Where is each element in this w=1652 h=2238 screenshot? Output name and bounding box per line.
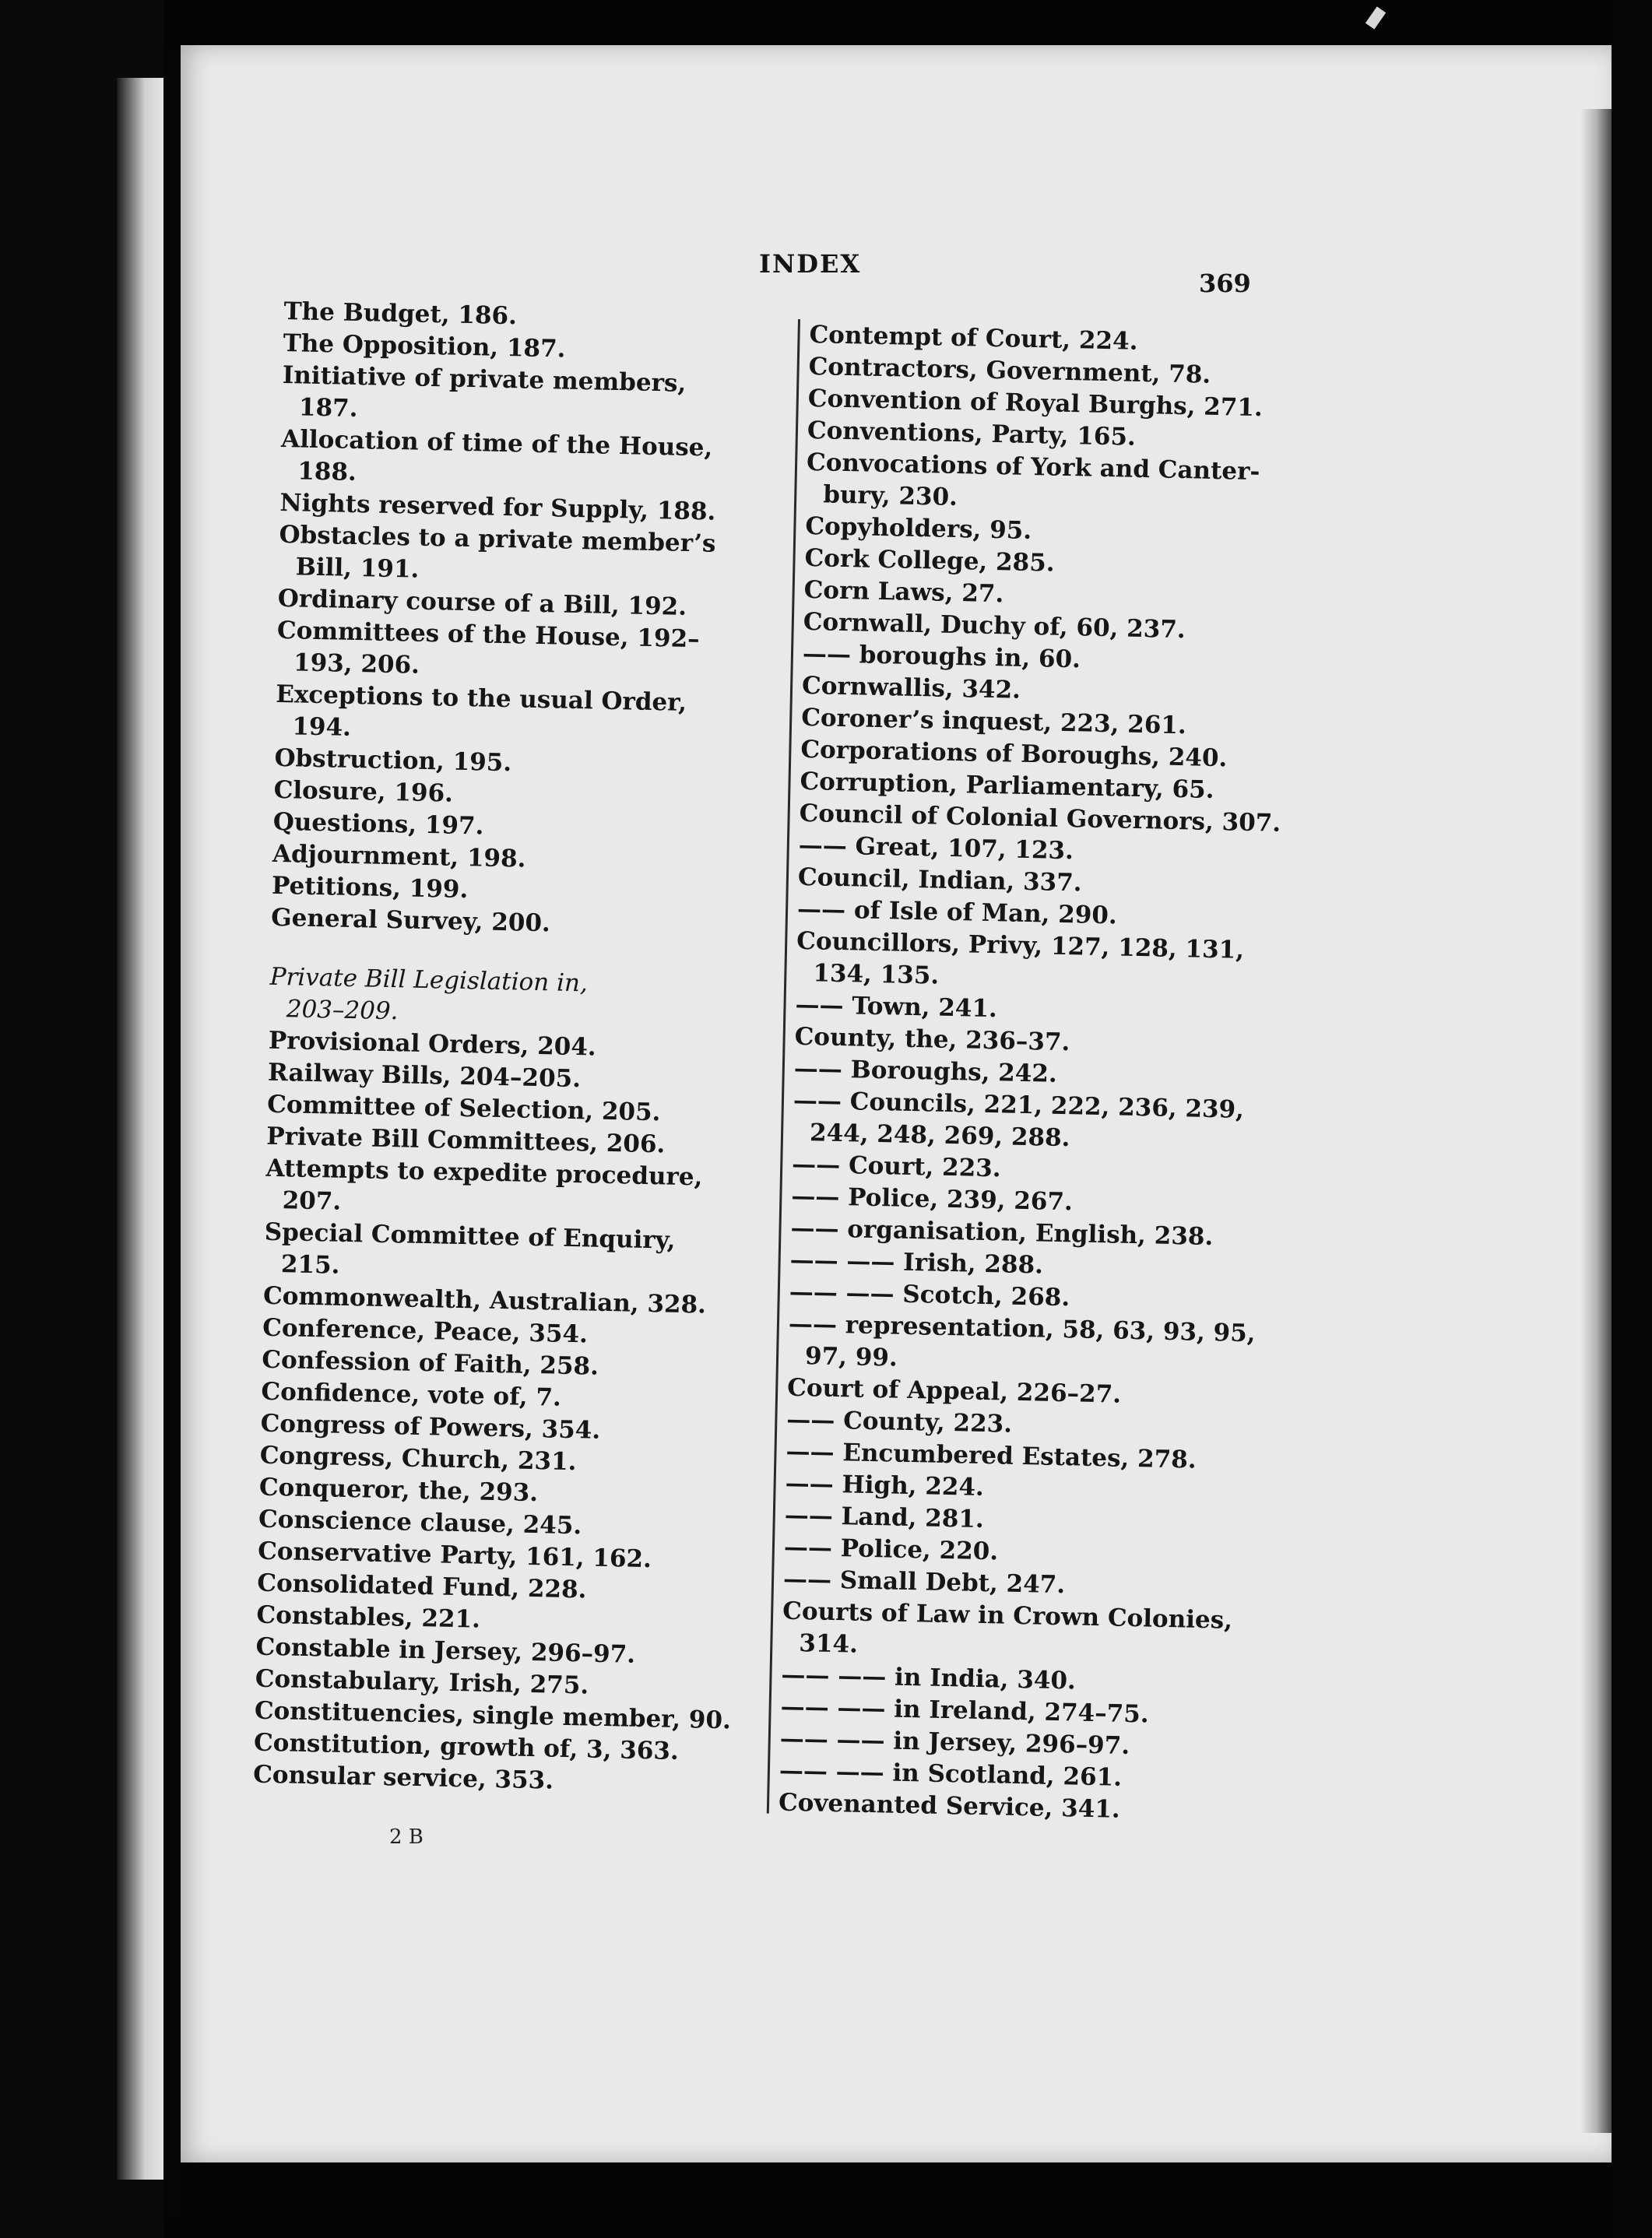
index-entry-text: —— boroughs in, 60. (802, 639, 1081, 674)
index-entry-text: Adjournment, 198. (272, 839, 526, 873)
index-entry-text: Exceptions to the usual Order, (275, 680, 687, 717)
index-entry-text: Constabulary, Irish, 275. (255, 1664, 589, 1700)
index-entry-text: Constable in Jersey, 296–97. (255, 1632, 636, 1669)
index-entry-text: Committee of Selection, 205. (266, 1090, 661, 1127)
index-entry-text: —— Police, 239, 267. (791, 1182, 1074, 1217)
index-entry-text: Private Bill Committees, 206. (266, 1122, 666, 1159)
index-entry-text: Conservative Party, 161, 162. (257, 1537, 652, 1574)
index-entry-text: Special Committee of Enquiry, (264, 1217, 676, 1255)
index-entry-text: Confession of Faith, 258. (261, 1345, 599, 1381)
index-entry-continuation: 134, 135. (813, 959, 940, 990)
index-entry-text: Convocations of York and Canter- (806, 448, 1260, 487)
index-entry-text: Constituencies, single member, 90. (254, 1696, 732, 1735)
index-entry-text: —— Councils, 221, 222, 236, 239, (793, 1086, 1245, 1124)
index-entry-text: Commonwealth, Australian, 328. (262, 1281, 707, 1319)
index-entry-text: Councillors, Privy, 127, 128, 131, (796, 926, 1245, 964)
index-entry-text: Attempts to expedite procedure, (265, 1154, 703, 1192)
index-entry-text: —— representation, 58, 63, 93, 95, (788, 1309, 1256, 1348)
index-entry-text: —— —— in Ireland, 274–75. (780, 1692, 1149, 1729)
index-entry (269, 961, 780, 1036)
index-entry-continuation: 215. (280, 1250, 340, 1280)
index-entry-text: —— Encumbered Estates, 278. (786, 1437, 1197, 1474)
index-entry-text: Nights reserved for Supply, 188. (279, 488, 716, 526)
index-entry-text: Cork College, 285. (804, 543, 1055, 578)
index-entry-continuation: 203–209. (286, 995, 399, 1026)
page-number: 369 (1199, 269, 1251, 298)
index-entry-continuation: 188. (297, 457, 357, 487)
index-entry-text: Committees of the House, 192– (276, 616, 700, 654)
index-entry-continuation: 193, 206. (293, 648, 420, 680)
index-entry-text: Courts of Law in Crown Colonies, (782, 1597, 1233, 1635)
index-entry (788, 1309, 1256, 1382)
index-entry-text: County, the, 236–37. (794, 1022, 1070, 1057)
index-entry (796, 926, 1245, 999)
index-entry-text: Obstruction, 195. (274, 743, 512, 778)
index-entry (265, 1153, 776, 1228)
index-entry-text: Ordinary course of a Bill, 192. (277, 584, 687, 621)
index-entry-text: —— Great, 107, 123. (798, 831, 1074, 866)
left-page-edge (117, 78, 163, 2180)
index-entry-text: The Opposition, 187. (283, 328, 566, 364)
index-entry-continuation: bury, 230. (822, 480, 958, 512)
index-entry-text: Conscience clause, 245. (258, 1505, 582, 1541)
index-entry-text: Closure, 196. (273, 775, 454, 808)
index-entry (806, 447, 1260, 520)
index-entry-text: Cornwallis, 342. (801, 671, 1021, 704)
index-entry-text: Corporations of Boroughs, 240. (800, 735, 1228, 773)
index-entry (282, 360, 793, 434)
index-entry-text: —— —— in Scotland, 261. (779, 1756, 1123, 1792)
index-entry-text: Consular service, 353. (252, 1760, 554, 1795)
index-entry-text: Contempt of Court, 224. (809, 320, 1138, 356)
index-entry-continuation: 244, 248, 269, 288. (809, 1119, 1070, 1153)
index-entry-text: —— —— in Jersey, 296–97. (779, 1724, 1130, 1761)
index-entry-text: Covenanted Service, 341. (778, 1788, 1121, 1824)
index-entry-text: The Budget, 186. (283, 297, 518, 331)
binding-gutter (165, 47, 182, 2219)
index-entry-text: Congress, Church, 231. (259, 1441, 577, 1477)
index-entry-continuation: 207. (282, 1186, 342, 1216)
page-title: INDEX (759, 249, 862, 279)
index-entry-text: Congress of Powers, 354. (260, 1409, 601, 1445)
index-column-left (253, 296, 794, 1801)
index-entry (276, 615, 788, 690)
index-entry (275, 679, 786, 754)
index-entry-text: —— Boroughs, 242. (793, 1054, 1058, 1088)
index-entry-text: Confidence, vote of, 7. (261, 1377, 562, 1412)
index-entry-text: Conqueror, the, 293. (258, 1473, 539, 1508)
index-entry-text: —— —— Scotch, 268. (789, 1277, 1070, 1312)
index-entry-text: —— of Isle of Man, 290. (796, 894, 1118, 930)
film-scratch-mark (1366, 6, 1386, 29)
index-entry-text: —— Police, 220. (783, 1533, 999, 1566)
index-entry-text: —— Small Debt, 247. (782, 1565, 1066, 1600)
index-entry-text: Copyholders, 95. (805, 511, 1032, 546)
signature-mark: 2 B (389, 1825, 424, 1849)
index-entry-text: —— Town, 241. (795, 990, 998, 1024)
index-entry (782, 1596, 1233, 1669)
index-entry-text: Provisional Orders, 204. (268, 1026, 597, 1062)
index-entry-text: Allocation of time of the House, (280, 424, 713, 462)
index-entry-text: Convention of Royal Burghs, 271. (807, 384, 1264, 423)
index-entry-text: General Survey, 200. (270, 903, 551, 938)
page-fold-shadow (1580, 109, 1612, 2133)
index-entry-text: Council, Indian, 337. (797, 863, 1082, 898)
index-entry-text: Corruption, Parliamentary, 65. (800, 767, 1214, 805)
index-entry-text: Conference, Peace, 354. (262, 1313, 589, 1349)
index-entry-text: —— organisation, English, 238. (790, 1214, 1214, 1252)
index-entry (280, 423, 792, 498)
index-entry-text: —— Land, 281. (784, 1501, 985, 1534)
index-entry-text: Coroner’s inquest, 223, 261. (800, 703, 1187, 740)
index-entry-text: —— Court, 223. (791, 1150, 1001, 1183)
index-entry-text: —— County, 223. (786, 1405, 1013, 1439)
index-entry (793, 1085, 1245, 1158)
index-entry-text: Court of Appeal, 226–27. (786, 1373, 1122, 1409)
index-entry-continuation: Bill, 191. (295, 553, 420, 584)
index-entry-text: Constables, 221. (256, 1600, 481, 1634)
right-background (1612, 0, 1652, 2238)
index-entry-text: —— High, 224. (785, 1469, 985, 1502)
index-entry-text: Corn Laws, 27. (803, 575, 1004, 609)
index-entry-text: Council of Colonial Governors, 307. (799, 799, 1281, 838)
index-entry-continuation: 194. (292, 712, 352, 742)
index-entry-text: Contractors, Government, 78. (808, 352, 1211, 389)
index-entry (264, 1217, 775, 1291)
index-entry-text: Private Bill Legislation in, (269, 962, 589, 998)
index-entry-continuation: 314. (798, 1629, 859, 1659)
index-entry-text: Constitution, growth of, 3, 363. (253, 1728, 680, 1766)
index-entry-text: Initiative of private members, (282, 360, 687, 398)
index-entry (278, 519, 789, 594)
index-entry-text: Railway Bills, 204–205. (267, 1058, 582, 1094)
index-column-right (778, 319, 1281, 1828)
index-entry-text: —— —— Irish, 288. (789, 1245, 1044, 1280)
index-entry-text: Consolidated Fund, 228. (256, 1569, 587, 1604)
index-entry-continuation: 97, 99. (804, 1342, 898, 1372)
index-entry-continuation: 187. (298, 393, 358, 423)
index-entry-text: Questions, 197. (272, 807, 484, 841)
index-entry-text: —— —— in India, 340. (781, 1660, 1077, 1695)
index-entry-text: Obstacles to a private member’s (279, 520, 716, 558)
index-entry-text: Conventions, Party, 165. (807, 416, 1137, 451)
index-entry-text: Cornwall, Duchy of, 60, 237. (803, 607, 1186, 645)
index-entry-text: Petitions, 199. (271, 871, 469, 905)
